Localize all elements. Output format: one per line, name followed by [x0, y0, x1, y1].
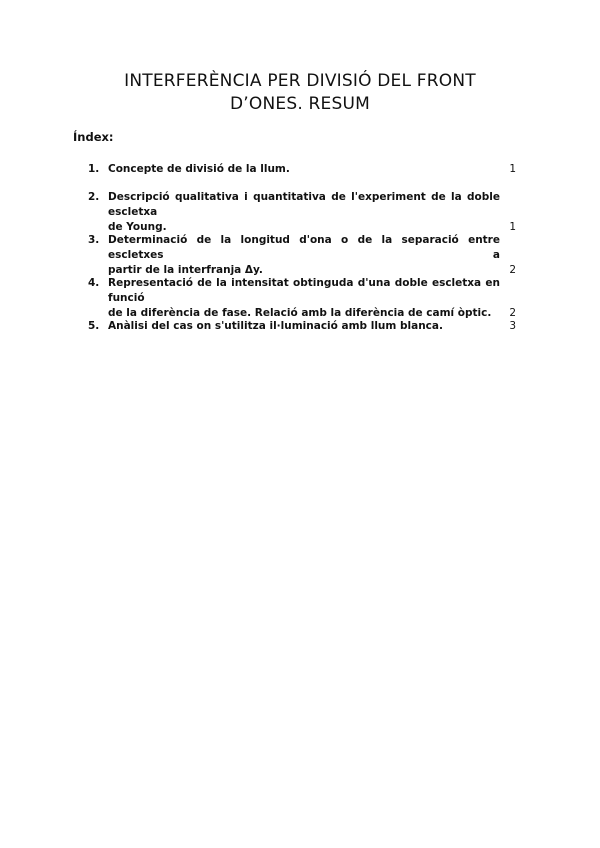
toc-item-text [108, 190, 500, 235]
toc-item-number: 5. [88, 320, 100, 332]
toc-item-line: Determinació de la longitud d'ona o de la separació entre escletxes a [108, 234, 500, 261]
toc-item-page: 2 [509, 264, 516, 276]
toc-item-5[interactable] [88, 319, 528, 334]
toc-item-number: 3. [88, 234, 100, 246]
toc-item-text [108, 319, 500, 334]
index-heading: Índex: [73, 130, 114, 144]
toc-item-text [108, 162, 500, 177]
toc-item-2[interactable] [88, 190, 528, 235]
toc-item-page: 1 [509, 163, 516, 175]
toc-item-line: de la diferència de fase. Relació amb la diferència de camí òptic. [108, 307, 492, 319]
title-line-1: INTERFERÈNCIA PER DIVISIÓ DEL FRONT [124, 71, 476, 91]
document-title [60, 70, 540, 116]
toc-item-number: 4. [88, 277, 100, 289]
toc-item-line: Concepte de divisió de la llum. [108, 163, 290, 175]
toc-item-number: 2. [88, 191, 100, 203]
toc-item-number: 1. [88, 163, 100, 175]
toc-item-text [108, 233, 500, 278]
title-line-2: D’ONES. RESUM [230, 94, 370, 114]
toc-item-line: de Young. [108, 221, 167, 233]
toc-item-line: Representació de la intensitat obtinguda d'una doble escletxa en funció [108, 277, 500, 304]
toc-item-1[interactable] [88, 162, 528, 177]
toc-item-3[interactable] [88, 233, 528, 278]
toc-item-line: partir de la interfranja Δy. [108, 264, 263, 276]
toc-item-page: 2 [509, 307, 516, 319]
toc-item-text [108, 276, 500, 321]
toc-item-page: 1 [509, 221, 516, 233]
toc-item-line: Descripció qualitativa i quantitativa de l'experiment de la doble escletxa [108, 191, 500, 218]
toc-item-4[interactable] [88, 276, 528, 321]
toc-item-page: 3 [509, 320, 516, 332]
toc-item-line: Anàlisi del cas on s'utilitza il·luminació amb llum blanca. [108, 320, 443, 332]
